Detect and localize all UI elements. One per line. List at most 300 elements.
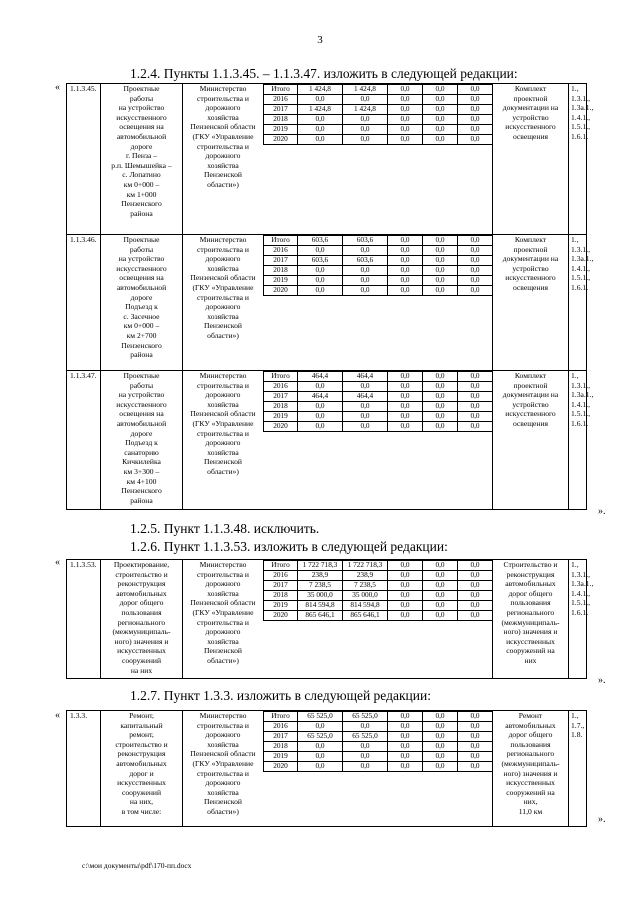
financing-value: 0,0: [458, 742, 493, 752]
item-name-line: искусственного: [116, 263, 167, 273]
financing-value: 464,4: [343, 392, 388, 402]
responsible-executor-line: строительства и: [197, 720, 249, 730]
indicator-refs-line: 1.3.1.,: [571, 244, 590, 254]
financing-value: 0,0: [298, 382, 343, 392]
table-item-1-1-3-53: [66, 559, 594, 679]
financing-value: 7 238,5: [343, 581, 388, 591]
expected-result-line: документации на: [502, 254, 559, 264]
responsible-executor-line: Министерство: [199, 84, 247, 93]
item-name-line: км 0+000 –: [123, 321, 160, 331]
item-name-line: Проектные: [123, 84, 160, 93]
financing-value: 0,0: [298, 752, 343, 762]
financing-value: 1 424,8: [343, 105, 388, 115]
financing-value: 0,0: [298, 402, 343, 412]
financing-value: 0,0: [458, 561, 493, 571]
item-name-line: дороге: [130, 292, 153, 302]
responsible-executor-line: хозяйства: [207, 739, 239, 749]
item-name-line: на них: [130, 665, 153, 675]
year-label: 2020: [264, 762, 298, 772]
year-label: 2017: [264, 105, 298, 115]
financing-value: 0,0: [458, 236, 493, 246]
item-name-line: с. Засечное: [123, 311, 160, 321]
financing-value: 0,0: [343, 246, 388, 256]
heading-1-2-5: 1.2.5. Пункт 1.1.3.48. исключить.: [130, 521, 320, 536]
financing-value: 0,0: [298, 115, 343, 125]
expected-result: [492, 711, 568, 826]
financing-value: 0,0: [388, 85, 423, 95]
financing-value: 0,0: [388, 712, 423, 722]
expected-result-line: пользования: [510, 739, 551, 749]
responsible-executor-line: Пензенской: [204, 321, 242, 331]
expected-result-line: (межмуниципаль-: [501, 758, 560, 768]
year-label: 2020: [264, 611, 298, 621]
financing-year-row: [264, 95, 493, 105]
financing-year-row: [264, 732, 493, 742]
financing-year-row: [264, 85, 493, 95]
financing-year-row: [264, 256, 493, 266]
expected-result-line: ного) значения и: [503, 627, 558, 637]
financing-value: 1 424,8: [298, 85, 343, 95]
indicator-refs-line: 1.6.1.: [571, 607, 589, 617]
item-name-line: Пензенского: [121, 486, 162, 496]
item-name-line: с. Лопатино: [122, 170, 161, 180]
financing-value: 0,0: [388, 115, 423, 125]
responsible-executor-line: строительства и: [197, 93, 249, 103]
item-name-line: реконструкция: [117, 579, 166, 589]
indicator-refs-line: 1.5.1.,: [571, 598, 590, 608]
item-name-line: дороге: [130, 141, 153, 151]
year-label: 2017: [264, 392, 298, 402]
financing-value: 0,0: [388, 402, 423, 412]
financing-value: 0,0: [343, 266, 388, 276]
financing-value: 0,0: [423, 722, 458, 732]
indicator-refs-line: 1.3а.1.,: [571, 103, 594, 113]
responsible-executor-line: строительства и: [197, 617, 249, 627]
expected-result-line: пользования: [510, 598, 551, 608]
item-name-line: работы: [129, 380, 154, 390]
item-name: [100, 371, 182, 509]
financing-year-row: [264, 712, 493, 722]
expected-result-line: Комплект: [514, 371, 547, 380]
item-name-line: сооружений: [121, 787, 162, 797]
financing-year-row: [264, 125, 493, 135]
indicator-refs-line: 1.4.1.,: [571, 588, 590, 598]
financing-value: 0,0: [423, 412, 458, 422]
expected-result-line: искусственных: [506, 778, 555, 788]
financing-year-row: [264, 286, 493, 296]
responsible-executor-line: Пензенской: [204, 457, 242, 467]
financing-value: 0,0: [458, 382, 493, 392]
financing-year-row: [264, 382, 493, 392]
financing-value: 0,0: [388, 412, 423, 422]
expected-result-line: искусственного: [505, 122, 556, 132]
responsible-executor-line: дорожного: [205, 151, 241, 161]
item-name-line: капитальный: [120, 720, 163, 730]
expected-result: [492, 560, 568, 678]
responsible-executor-line: Пензенской: [204, 797, 242, 807]
heading-1-2-4: 1.2.4. Пункты 1.1.3.45. – 1.1.3.47. изложить в следующей редакции:: [130, 66, 518, 81]
financing-value: 0,0: [458, 105, 493, 115]
expected-result-line: документации на: [502, 390, 559, 400]
financing-table: [263, 711, 493, 772]
responsible-executor-line: (ГКУ «Управление: [192, 282, 254, 292]
expected-result-line: Комплект: [514, 84, 547, 93]
financing-year-row: [264, 135, 493, 145]
item-name-line: освещения на: [119, 409, 164, 419]
responsible-executor: [182, 711, 263, 826]
financing-year-row: [264, 581, 493, 591]
financing-value: 0,0: [458, 246, 493, 256]
financing-year-row: [264, 246, 493, 256]
financing-value: 0,0: [343, 402, 388, 412]
financing-year-row: [264, 571, 493, 581]
expected-result-line: освещения: [512, 418, 549, 428]
financing-value: 0,0: [458, 611, 493, 621]
financing-value: 1 424,8: [298, 105, 343, 115]
financing-value: 0,0: [458, 762, 493, 772]
expected-result-line: автомобильных: [505, 579, 556, 589]
item-name: [100, 711, 182, 826]
open-quote: «: [55, 710, 60, 721]
indicator-refs-line: 1.,: [571, 560, 579, 569]
item-name-line: автомобильной: [116, 282, 167, 292]
expected-result-line: них: [524, 655, 537, 665]
financing-value: 0,0: [423, 752, 458, 762]
financing-value: 0,0: [343, 752, 388, 762]
financing-value: 0,0: [423, 125, 458, 135]
financing-value: 0,0: [458, 266, 493, 276]
responsible-executor-line: хозяйства: [207, 160, 239, 170]
financing-year-row: [264, 591, 493, 601]
item-name-line: дороге: [130, 428, 153, 438]
responsible-executor-line: Министерство: [199, 371, 247, 380]
item-name-line: км 4+100: [126, 476, 157, 486]
expected-result-line: искусственных: [506, 636, 555, 646]
item-name-line: регионального: [117, 617, 166, 627]
financing-value: 0,0: [298, 286, 343, 296]
financing-value: 0,0: [343, 115, 388, 125]
year-label: 2019: [264, 276, 298, 286]
item-name-line: района: [130, 495, 153, 505]
responsible-executor-line: дорожного: [205, 302, 241, 312]
item-name-line: реконструкция: [117, 749, 166, 759]
financing-value: 0,0: [458, 591, 493, 601]
financing-value: 0,0: [423, 246, 458, 256]
item-name-line: сооружений: [121, 655, 162, 665]
item-number: 1.1.3.45.: [66, 84, 100, 234]
responsible-executor-line: хозяйства: [207, 263, 239, 273]
item-name-line: км 0+000 –: [123, 179, 160, 189]
year-label: 2016: [264, 95, 298, 105]
financing-value: 1 722 718,3: [298, 561, 343, 571]
responsible-executor-line: области»): [207, 466, 239, 476]
item-name-line: района: [130, 350, 153, 360]
financing-value: 65 525,0: [298, 712, 343, 722]
financing-value: 0,0: [388, 105, 423, 115]
responsible-executor-line: области»): [207, 806, 239, 816]
indicator-refs: [568, 371, 594, 509]
financing-value: 0,0: [298, 742, 343, 752]
item-name-line: Проектные: [123, 235, 160, 244]
item-name-line: ного) значения и: [114, 636, 169, 646]
open-quote: «: [55, 557, 60, 568]
year-label: 2016: [264, 382, 298, 392]
expected-result-line: сооружений на: [506, 646, 555, 656]
financing-value: 0,0: [423, 256, 458, 266]
expected-result-line: устройство: [512, 112, 549, 122]
financing-value: 0,0: [458, 722, 493, 732]
responsible-executor-line: области»): [207, 330, 239, 340]
expected-result-line: проектной: [513, 380, 548, 390]
item-name-line: автомобильных: [116, 758, 167, 768]
responsible-executor-line: Пензенской области: [190, 598, 256, 608]
year-label: 2016: [264, 246, 298, 256]
page-number: 3: [317, 34, 323, 46]
financing-value: 0,0: [388, 276, 423, 286]
indicator-refs-line: 1.,: [571, 371, 579, 380]
item-name-line: дорог общего: [119, 598, 164, 608]
financing-value: 0,0: [458, 276, 493, 286]
responsible-executor-line: строительства и: [197, 141, 249, 151]
financing-value: 0,0: [298, 246, 343, 256]
item-name-line: Ремонт,: [129, 711, 154, 720]
indicator-refs-line: 1.8.: [571, 730, 583, 740]
financing-value: 0,0: [423, 571, 458, 581]
year-label: 2019: [264, 601, 298, 611]
financing-value: 0,0: [458, 256, 493, 266]
expected-result-line: дорог общего: [508, 588, 553, 598]
financing-value: 0,0: [458, 422, 493, 432]
close-quote: ».: [598, 814, 606, 825]
indicator-refs-line: 1.4.1.,: [571, 263, 590, 273]
indicator-refs: [568, 84, 594, 234]
indicator-refs-line: 1.5.1.,: [571, 409, 590, 419]
expected-result-line: устройство: [512, 399, 549, 409]
item-name-line: Подъезд к: [125, 302, 158, 312]
financing-table: [263, 560, 493, 621]
expected-result-line: регионального: [506, 749, 555, 759]
responsible-executor-line: дорожного: [205, 390, 241, 400]
financing-table: [263, 84, 493, 145]
item-name-line: Пензенского: [121, 199, 162, 209]
financing-value: 0,0: [458, 135, 493, 145]
financing-value: 603,6: [343, 236, 388, 246]
financing-value: 0,0: [423, 762, 458, 772]
expected-result-line: (межмуниципаль-: [501, 617, 560, 627]
expected-result-line: искусственного: [505, 409, 556, 419]
financing-value: 0,0: [423, 732, 458, 742]
financing-value: 0,0: [343, 422, 388, 432]
year-label: 2017: [264, 732, 298, 742]
responsible-executor-line: Пензенской области: [190, 273, 256, 283]
responsible-executor-line: Пензенской области: [190, 409, 256, 419]
item-name: [100, 84, 182, 234]
item-name-line: дорог и: [129, 768, 154, 778]
financing-year-row: [264, 115, 493, 125]
financing-value: 0,0: [388, 246, 423, 256]
financing-value: 0,0: [343, 286, 388, 296]
financing-value: 0,0: [388, 95, 423, 105]
financing-block: [263, 560, 492, 678]
responsible-executor-line: хозяйства: [207, 311, 239, 321]
year-label: 2020: [264, 286, 298, 296]
year-label: 2018: [264, 266, 298, 276]
item-number: 1.1.3.46.: [66, 235, 100, 370]
expected-result-line: дорог общего: [508, 730, 553, 740]
item-name-line: освещения на: [119, 273, 164, 283]
financing-block: [263, 84, 492, 234]
financing-value: 0,0: [298, 125, 343, 135]
year-label: Итого: [264, 236, 298, 246]
financing-value: 603,6: [298, 236, 343, 246]
indicator-refs-line: 1.5.1.,: [571, 122, 590, 132]
financing-year-row: [264, 105, 493, 115]
financing-value: 0,0: [458, 601, 493, 611]
financing-value: 0,0: [423, 591, 458, 601]
financing-value: 0,0: [388, 392, 423, 402]
financing-year-row: [264, 412, 493, 422]
financing-value: 1 722 718,3: [343, 561, 388, 571]
financing-value: 0,0: [423, 742, 458, 752]
financing-year-row: [264, 392, 493, 402]
indicator-refs-line: 1.3.1.,: [571, 569, 590, 579]
indicator-refs-line: 1., 1.7.,: [571, 711, 585, 730]
financing-block: [263, 711, 492, 826]
responsible-executor-line: (ГКУ «Управление: [192, 607, 254, 617]
financing-year-row: [264, 402, 493, 412]
financing-value: 0,0: [458, 115, 493, 125]
financing-value: 7 238,5: [298, 581, 343, 591]
indicator-refs-line: 1.3.1.,: [571, 93, 590, 103]
responsible-executor: [182, 84, 263, 234]
responsible-executor-line: строительства и: [197, 428, 249, 438]
financing-year-row: [264, 762, 493, 772]
indicator-refs-line: 1.6.1.: [571, 282, 589, 292]
financing-value: 603,6: [298, 256, 343, 266]
financing-value: 0,0: [458, 85, 493, 95]
financing-value: 0,0: [343, 382, 388, 392]
year-label: 2016: [264, 571, 298, 581]
year-label: 2018: [264, 742, 298, 752]
financing-year-row: [264, 236, 493, 246]
financing-value: 0,0: [343, 276, 388, 286]
indicator-refs-line: 1.3.1.,: [571, 380, 590, 390]
responsible-executor-line: области»): [207, 179, 239, 189]
item-name-line: пользования: [121, 607, 162, 617]
responsible-executor-line: Министерство: [199, 560, 247, 569]
year-label: 2019: [264, 752, 298, 762]
financing-value: 0,0: [423, 372, 458, 382]
financing-value: 814 594,8: [343, 601, 388, 611]
item-name-line: района: [130, 208, 153, 218]
financing-table: [263, 235, 493, 296]
item-name-line: автомобильных: [116, 588, 167, 598]
financing-value: 0,0: [458, 732, 493, 742]
financing-value: 0,0: [423, 382, 458, 392]
item-name: [100, 560, 182, 678]
expected-result-line: Ремонт: [518, 711, 543, 720]
close-quote: ».: [598, 675, 606, 686]
indicator-refs-line: 1.3а.1.,: [571, 579, 594, 589]
financing-value: 0,0: [343, 125, 388, 135]
indicator-refs: [568, 711, 587, 826]
year-label: Итого: [264, 712, 298, 722]
financing-value: 0,0: [423, 286, 458, 296]
financing-value: 0,0: [423, 392, 458, 402]
expected-result-line: освещения: [512, 282, 549, 292]
financing-value: 65 525,0: [298, 732, 343, 742]
indicator-refs-line: 1.6.1.: [571, 131, 589, 141]
item-name-line: автомобильной: [116, 131, 167, 141]
financing-value: 0,0: [423, 276, 458, 286]
financing-value: 0,0: [423, 581, 458, 591]
responsible-executor-line: дорожного: [205, 103, 241, 113]
item-name-line: в том числе:: [121, 806, 162, 816]
indicator-refs-line: 1.,: [571, 84, 579, 93]
financing-value: 0,0: [388, 561, 423, 571]
financing-value: 464,4: [298, 372, 343, 382]
financing-value: 0,0: [423, 85, 458, 95]
responsible-executor-line: Пензенской: [204, 646, 242, 656]
item-name-line: р.п. Шемышейка –: [111, 160, 172, 170]
responsible-executor-line: дорожного: [205, 778, 241, 788]
financing-block: [263, 371, 492, 509]
financing-year-row: [264, 611, 493, 621]
year-label: Итого: [264, 561, 298, 571]
close-quote: ».: [598, 506, 606, 517]
financing-value: 0,0: [388, 591, 423, 601]
responsible-executor-line: дорожного: [205, 579, 241, 589]
financing-value: 0,0: [388, 752, 423, 762]
financing-value: 0,0: [458, 392, 493, 402]
expected-result-line: устройство: [512, 263, 549, 273]
financing-value: 0,0: [388, 256, 423, 266]
financing-year-row: [264, 752, 493, 762]
item-name-line: строительство и: [115, 569, 168, 579]
financing-value: 0,0: [423, 115, 458, 125]
item-number: 1.1.3.53.: [66, 560, 100, 678]
responsible-executor-line: области»): [207, 655, 239, 665]
year-label: 2016: [264, 722, 298, 732]
year-label: 2018: [264, 591, 298, 601]
financing-value: 0,0: [458, 752, 493, 762]
indicator-refs-line: 1.3а.1.,: [571, 390, 594, 400]
item-name-line: (межмуниципаль-: [112, 627, 171, 637]
financing-year-row: [264, 722, 493, 732]
financing-value: 0,0: [423, 561, 458, 571]
financing-value: 0,0: [458, 402, 493, 412]
financing-value: 0,0: [298, 135, 343, 145]
item-name-line: ремонт,: [129, 730, 154, 740]
financing-value: 0,0: [423, 611, 458, 621]
financing-value: 0,0: [458, 95, 493, 105]
responsible-executor-line: строительства и: [197, 244, 249, 254]
item-name-line: искусственного: [116, 112, 167, 122]
item-name-line: км 2+700: [126, 330, 157, 340]
financing-value: 0,0: [343, 95, 388, 105]
table-item-1-3-3: [66, 710, 587, 827]
financing-value: 0,0: [298, 722, 343, 732]
responsible-executor-line: дорожного: [205, 730, 241, 740]
responsible-executor-line: строительства и: [197, 569, 249, 579]
responsible-executor-line: Пензенской: [204, 170, 242, 180]
indicator-refs-line: 1.4.1.,: [571, 112, 590, 122]
responsible-executor-line: Министерство: [199, 711, 247, 720]
table-row: [66, 560, 594, 678]
year-label: 2018: [264, 115, 298, 125]
file-path-footer: c:\мои документы\pdf\170-пп.docx: [82, 861, 192, 870]
financing-value: 35 000,0: [343, 591, 388, 601]
